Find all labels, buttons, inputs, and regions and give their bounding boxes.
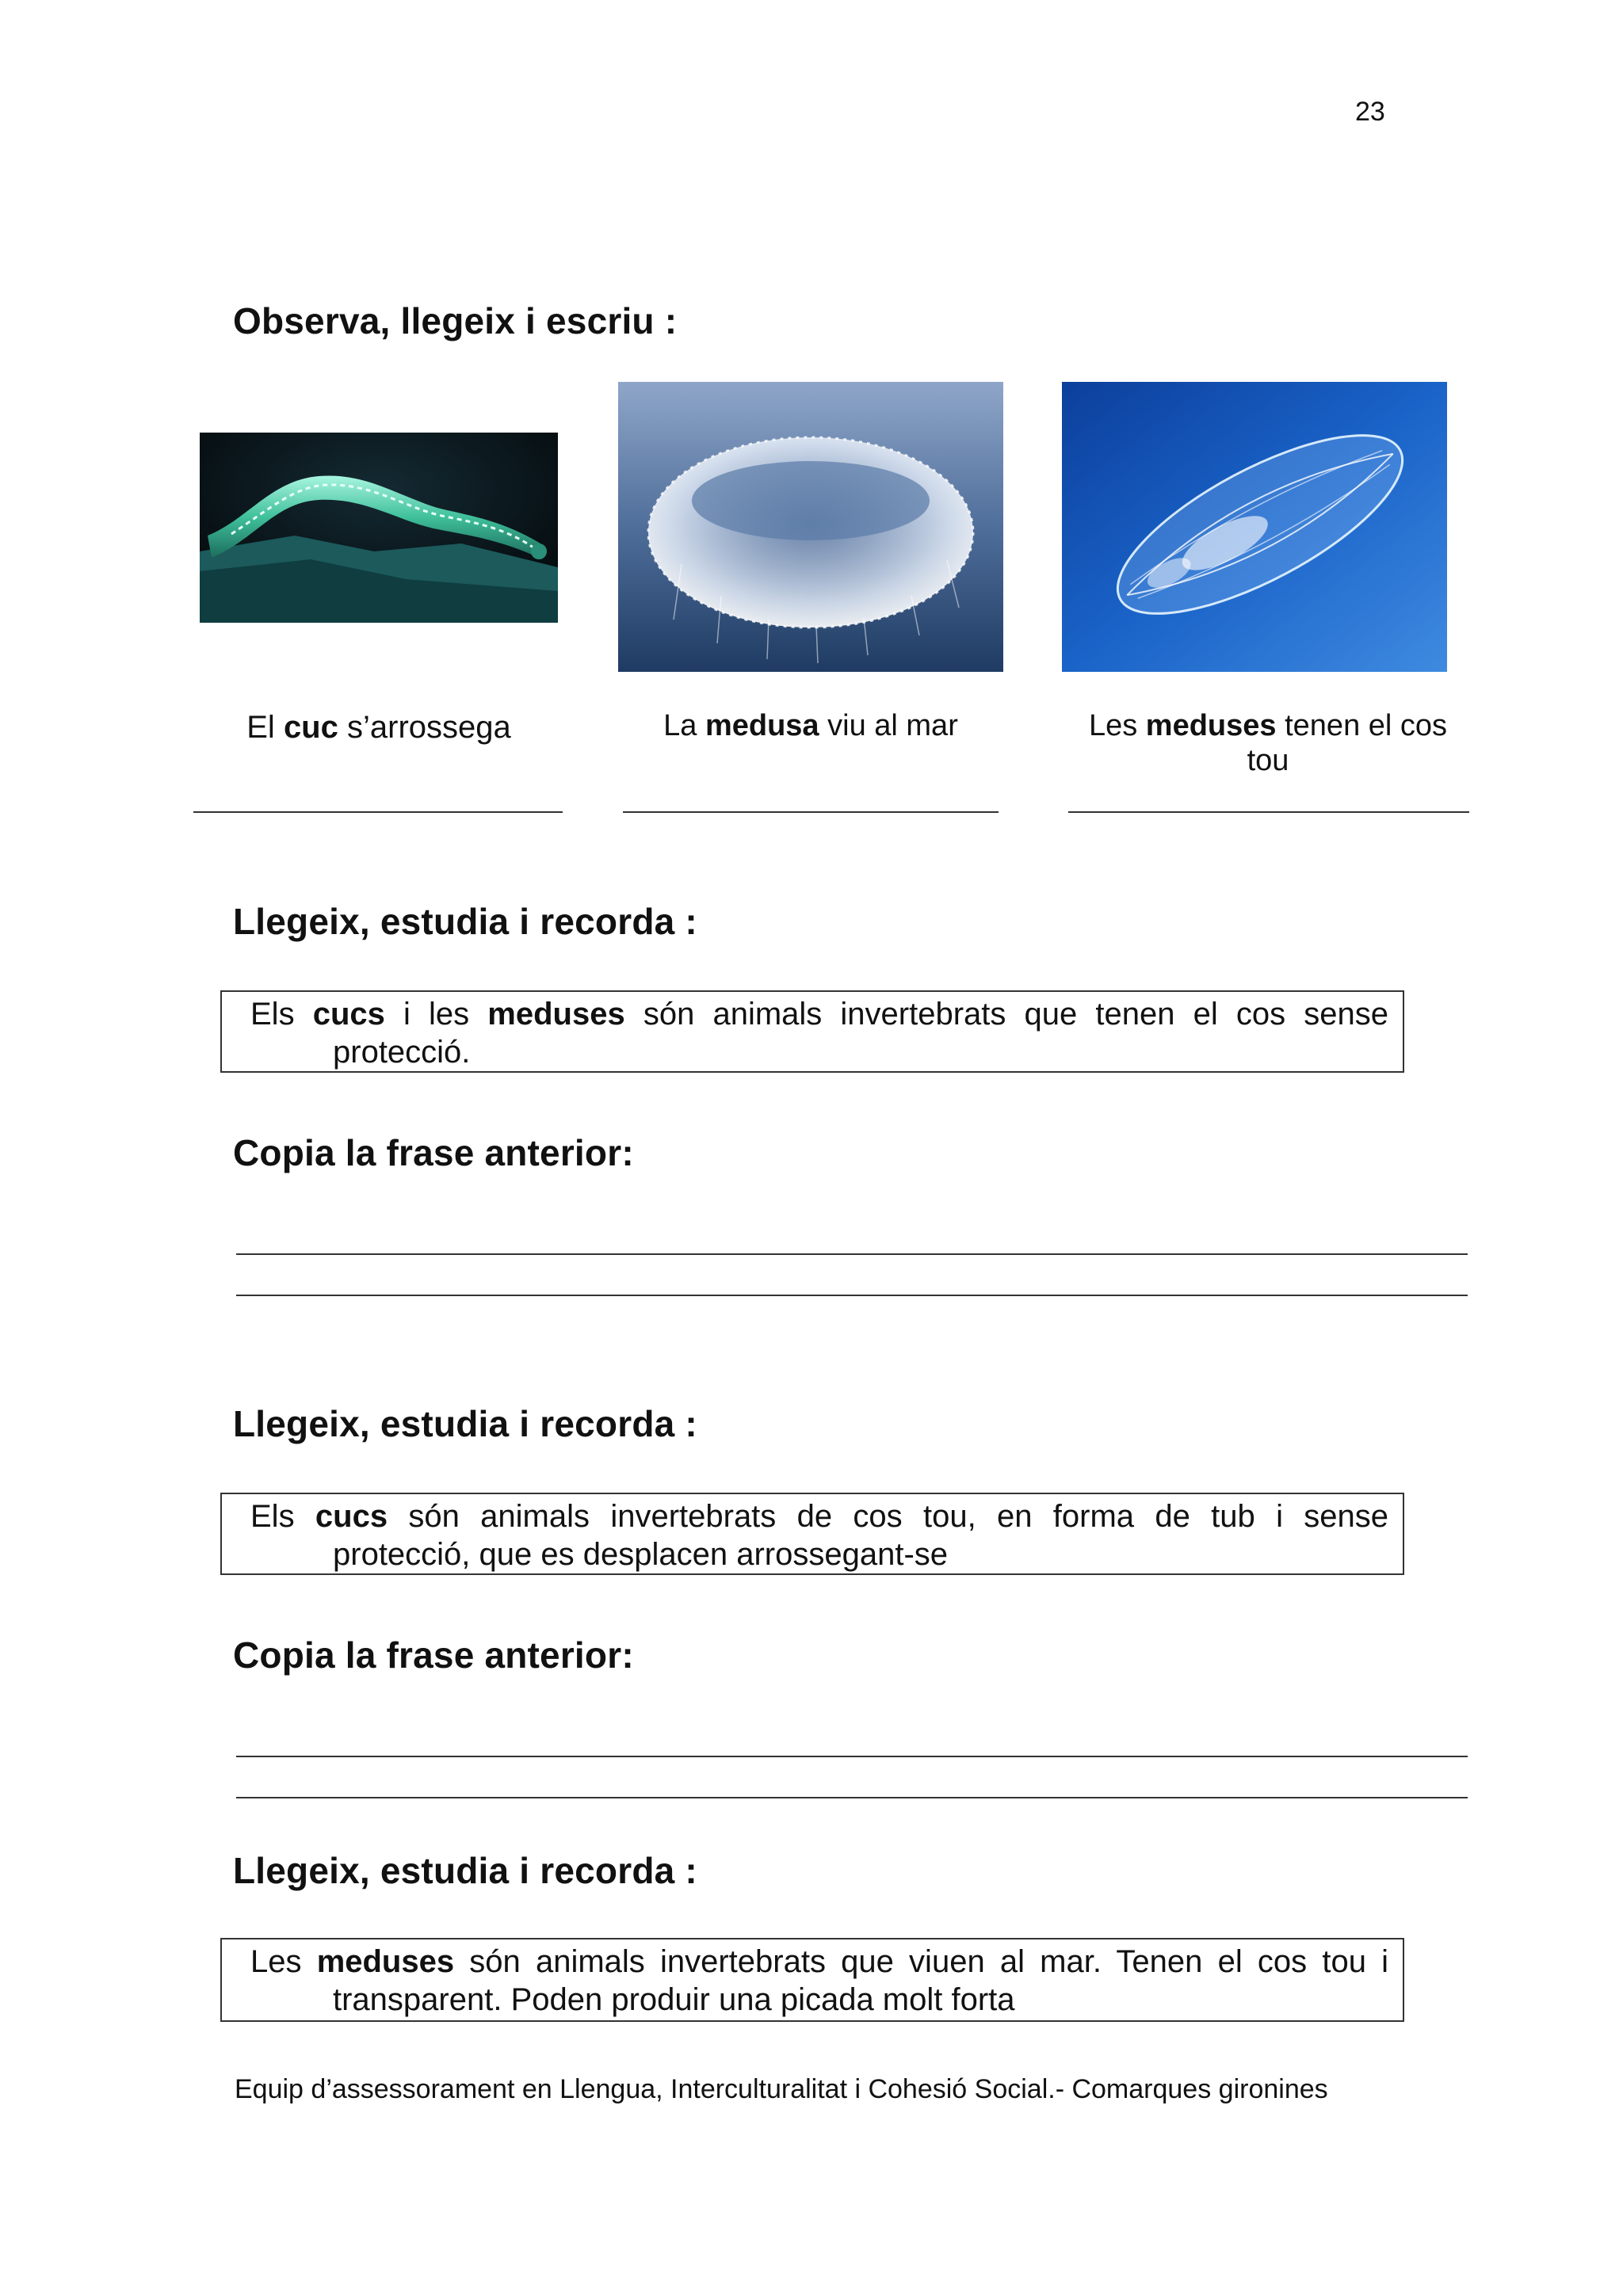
copy-line-2b[interactable] <box>236 1797 1468 1798</box>
caption-jellyfish: La medusa viu al mar <box>663 709 958 742</box>
section-heading-study-1: Llegeix, estudia i recorda : <box>233 901 697 942</box>
copy-line-2a[interactable] <box>236 1756 1468 1757</box>
copy-heading-1: Copia la frase anterior: <box>233 1132 634 1173</box>
copy-line-1b[interactable] <box>236 1295 1468 1296</box>
comb-jelly-photo <box>1062 382 1447 672</box>
copy-heading-2: Copia la frase anterior: <box>233 1634 634 1676</box>
section-heading-study-3: Llegeix, estudia i recorda : <box>233 1850 697 1891</box>
caption-worm: El cuc s’arrossega <box>246 710 511 745</box>
copy-line-1a[interactable] <box>236 1253 1468 1255</box>
answer-line-jellyfish[interactable] <box>623 811 999 813</box>
page-number: 23 <box>1355 97 1385 127</box>
section-heading-study-2: Llegeix, estudia i recorda : <box>233 1403 697 1444</box>
definition-box-3: Les meduses són animals invertebrats que viuen al mar. Tenen el cos tou i transparent. Poden produir una picada molt forta <box>220 1938 1404 2022</box>
definition-box-1: Els cucs i les meduses són animals invertebrats que tenen el cos sense protecció. <box>220 990 1404 1073</box>
jellyfish-photo <box>618 382 1003 672</box>
definition-box-2: Els cucs són animals invertebrats de cos tou, en forma de tub i sense protecció, que es desplacen arrossegant-se <box>220 1493 1404 1575</box>
worm-photo <box>200 433 558 623</box>
answer-line-comb-jelly[interactable] <box>1068 811 1469 813</box>
page-footer: Equip d’assessorament en Llengua, Interculturalitat i Cohesió Social.- Comarques gironines <box>235 2074 1328 2104</box>
caption-comb-jelly: Les meduses tenen el cos tou <box>1088 709 1448 777</box>
answer-line-worm[interactable] <box>193 811 563 813</box>
section-heading-observe: Observa, llegeix i escriu : <box>233 300 678 341</box>
